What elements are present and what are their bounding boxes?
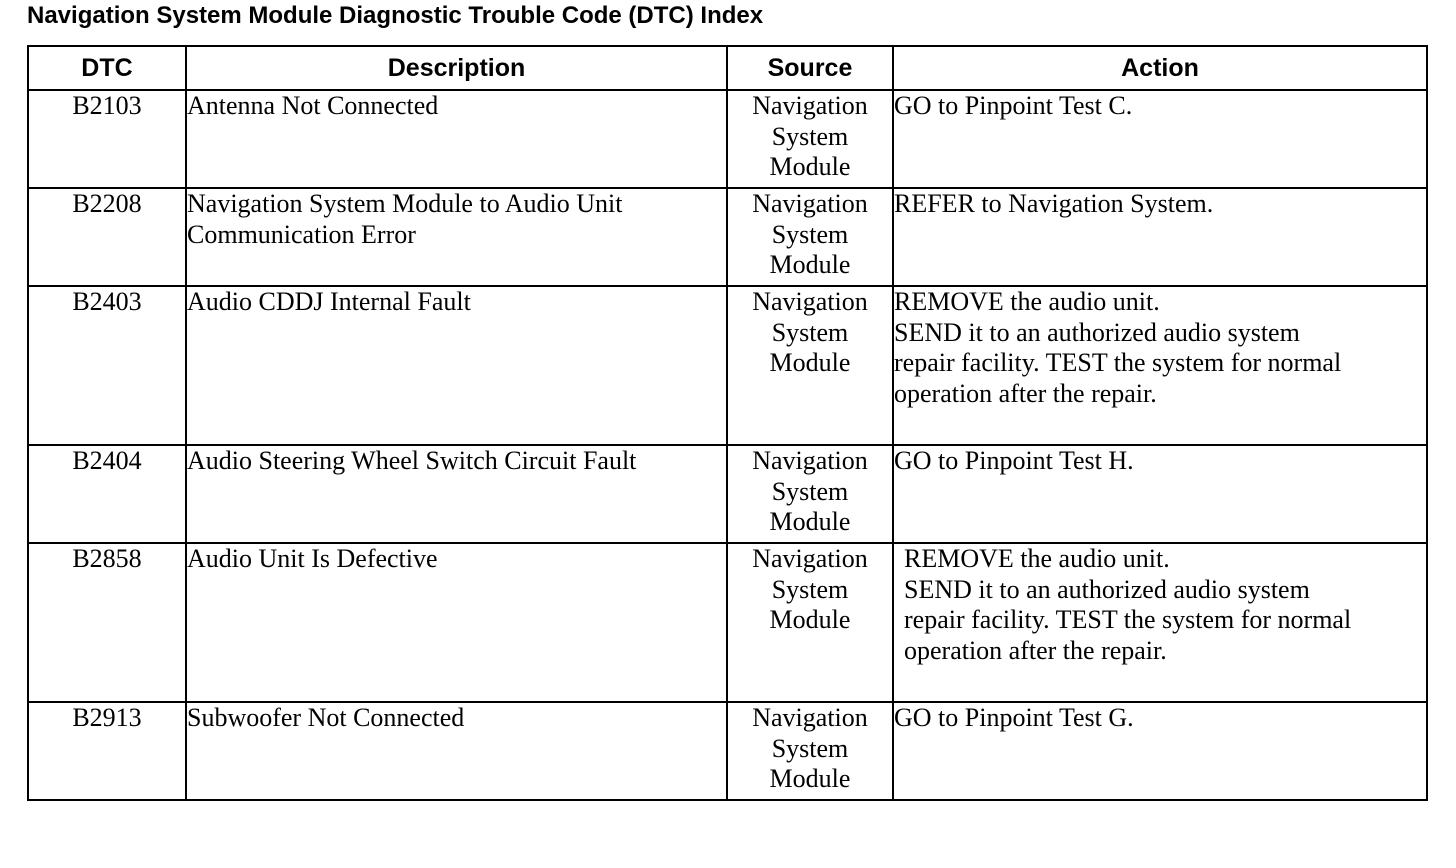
action-line: GO to Pinpoint Test G. <box>894 703 1134 732</box>
source-line: Module <box>769 507 851 536</box>
description-cell: Audio Steering Wheel Switch Circuit Fault <box>186 445 727 543</box>
action-cell <box>893 445 1427 543</box>
column-header-description: Description <box>186 46 727 90</box>
source-line: Navigation <box>752 446 868 475</box>
description-cell: Antenna Not Connected <box>186 90 727 188</box>
table-row <box>28 445 1427 543</box>
action-line: repair facility. TEST the system for normal <box>904 605 1352 634</box>
description-cell: Audio Unit Is Defective <box>186 543 727 702</box>
action-line: REFER to Navigation System. <box>894 189 1214 218</box>
dtc-code-cell: B2858 <box>28 543 186 702</box>
source-line: System <box>771 574 849 604</box>
source-line: Navigation <box>752 544 868 573</box>
action-line: REMOVE the audio unit. <box>894 287 1160 316</box>
source-line: Module <box>769 764 851 793</box>
source-cell <box>727 286 893 445</box>
source-line: System <box>771 733 849 763</box>
action-cell <box>893 90 1427 188</box>
action-line: GO to Pinpoint Test C. <box>894 91 1133 120</box>
dtc-code-cell: B2208 <box>28 188 186 286</box>
table-row <box>28 286 1427 445</box>
table-row <box>28 543 1427 702</box>
description-cell: Subwoofer Not Connected <box>186 702 727 800</box>
source-line: Navigation <box>752 287 868 316</box>
action-line: operation after the repair. <box>894 378 1157 408</box>
source-line: System <box>771 317 849 347</box>
column-header-action: Action <box>893 46 1427 90</box>
source-line: Navigation <box>752 189 868 218</box>
table-row <box>28 188 1427 286</box>
dtc-code-cell: B2103 <box>28 90 186 188</box>
column-header-source: Source <box>727 46 893 90</box>
source-line: Navigation <box>752 703 868 732</box>
source-line: Module <box>769 250 851 279</box>
action-cell <box>893 543 1427 702</box>
source-cell <box>727 188 893 286</box>
table-header-row <box>28 46 1427 90</box>
source-line: System <box>771 219 849 249</box>
action-line: operation after the repair. <box>904 635 1167 665</box>
source-cell <box>727 702 893 800</box>
page-title: Navigation System Module Diagnostic Trouble Code (DTC) Index <box>27 2 764 29</box>
description-cell: Audio CDDJ Internal Fault <box>186 286 727 445</box>
dtc-code-cell: B2913 <box>28 702 186 800</box>
column-header-dtc: DTC <box>28 46 186 90</box>
source-line: Module <box>769 605 851 634</box>
source-line: Module <box>769 348 851 377</box>
action-line: repair facility. TEST the system for normal <box>894 348 1342 377</box>
action-line: SEND it to an authorized audio system <box>894 317 1300 347</box>
source-cell <box>727 445 893 543</box>
source-line: Module <box>769 152 851 181</box>
source-cell <box>727 90 893 188</box>
action-line: GO to Pinpoint Test H. <box>894 446 1134 475</box>
action-line: REMOVE the audio unit. <box>904 544 1170 573</box>
table-row <box>28 90 1427 188</box>
dtc-index-table <box>27 45 1428 801</box>
table-row <box>28 702 1427 800</box>
source-line: System <box>771 121 849 151</box>
action-cell <box>893 286 1427 445</box>
description-cell: Navigation System Module to Audio Unit Communication Error <box>186 188 727 286</box>
source-line: Navigation <box>752 91 868 120</box>
action-cell <box>893 702 1427 800</box>
source-line: System <box>771 476 849 506</box>
action-cell <box>893 188 1427 286</box>
source-cell <box>727 543 893 702</box>
action-line: SEND it to an authorized audio system <box>904 574 1310 604</box>
dtc-code-cell: B2403 <box>28 286 186 445</box>
dtc-code-cell: B2404 <box>28 445 186 543</box>
